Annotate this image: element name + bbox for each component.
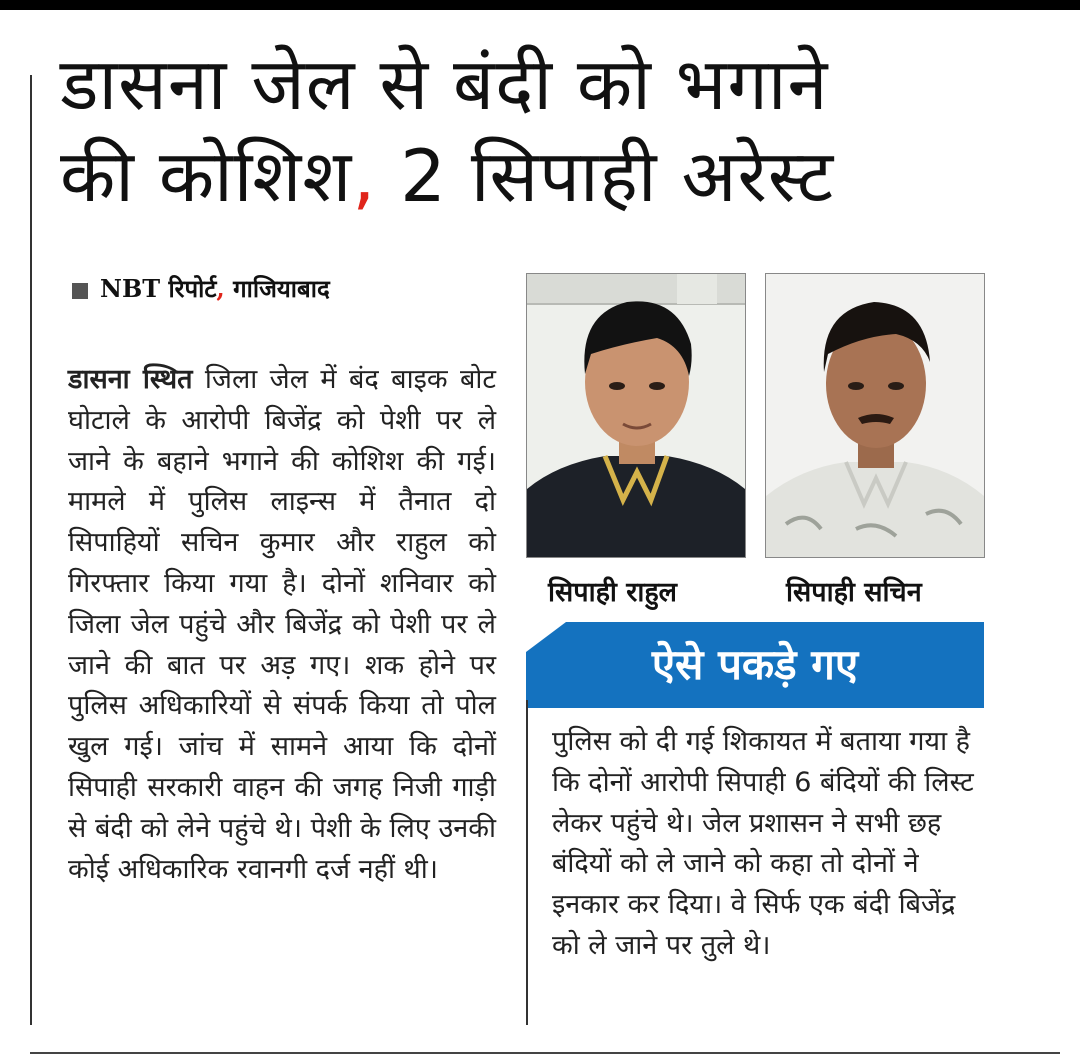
photo-caption-sachin: सिपाही सचिन xyxy=(786,577,922,608)
column-rule-middle xyxy=(526,700,528,1025)
photo-caption-rahul: सिपाही राहुल xyxy=(548,577,677,608)
headline-line-2-part-1: की कोशिश xyxy=(60,134,353,218)
sidebar-banner xyxy=(526,622,984,708)
headline-line-1: डासना जेल से बंदी को भगाने xyxy=(60,42,829,126)
byline xyxy=(72,272,330,305)
sidebar-text: पुलिस को दी गई शिकायत में बताया गया है कि दोनों आरोपी सिपाही 6 बंदियों की लिस्ट लेकर पहुंचे थे। जेल प्रशासन ने सभी छह बंदियों को ले जाने को कहा तो दोनों ने इनकार कर दिया। वे सिर्फ एक बंदी बिजेंद्र को ले जाने पर तुले थे। xyxy=(552,726,974,961)
byline-comma: , xyxy=(216,274,225,303)
photo-constable-sachin xyxy=(765,273,985,558)
article-lead: डासना स्थित xyxy=(68,364,193,395)
byline-agency: NBT रिपोर्ट xyxy=(100,274,217,303)
byline-city: गाजियाबाद xyxy=(224,274,330,303)
top-border xyxy=(0,0,1080,10)
headline xyxy=(60,38,1020,222)
headline-comma: , xyxy=(352,134,377,218)
photo-constable-rahul xyxy=(526,273,746,558)
article-body xyxy=(68,360,496,890)
article-text: जिला जेल में बंद बाइक बोट घोटाले के आरोपी बिजेंद्र को पेशी पर ले जाने के बहाने भगाने की कोशिश की गई। मामले में पुलिस लाइन्स में तैनात दो सिपाहियों सचिन कुमार और राहुल को गिरफ्तार किया गया है। दोनों शनिवार को जिला जेल पहुंचे और बिजेंद्र को पेशी पर ले जाने की बात पर अड़ गए। शक होने पर पुलिस अधिकारियों से संपर्क किया तो पोल खुल गई। जांच में सामने आया कि दोनों सिपाही सरकारी वाहन की जगह निजी गाड़ी से बंदी को लेने पहुंचे थे। पेशी के लिए उनकी कोई अधिकारिक रवानगी दर्ज नहीं थी। xyxy=(68,364,497,885)
portrait-rahul-image xyxy=(527,274,745,557)
byline-square-icon xyxy=(72,283,88,299)
column-rule-left xyxy=(30,75,32,1025)
sidebar-heading: ऐसे पकड़े गए xyxy=(651,640,859,689)
bottom-rule xyxy=(30,1052,1060,1054)
headline-line-2-part-2: 2 सिपाही अरेस्ट xyxy=(376,134,835,218)
portrait-sachin-image xyxy=(766,274,984,557)
